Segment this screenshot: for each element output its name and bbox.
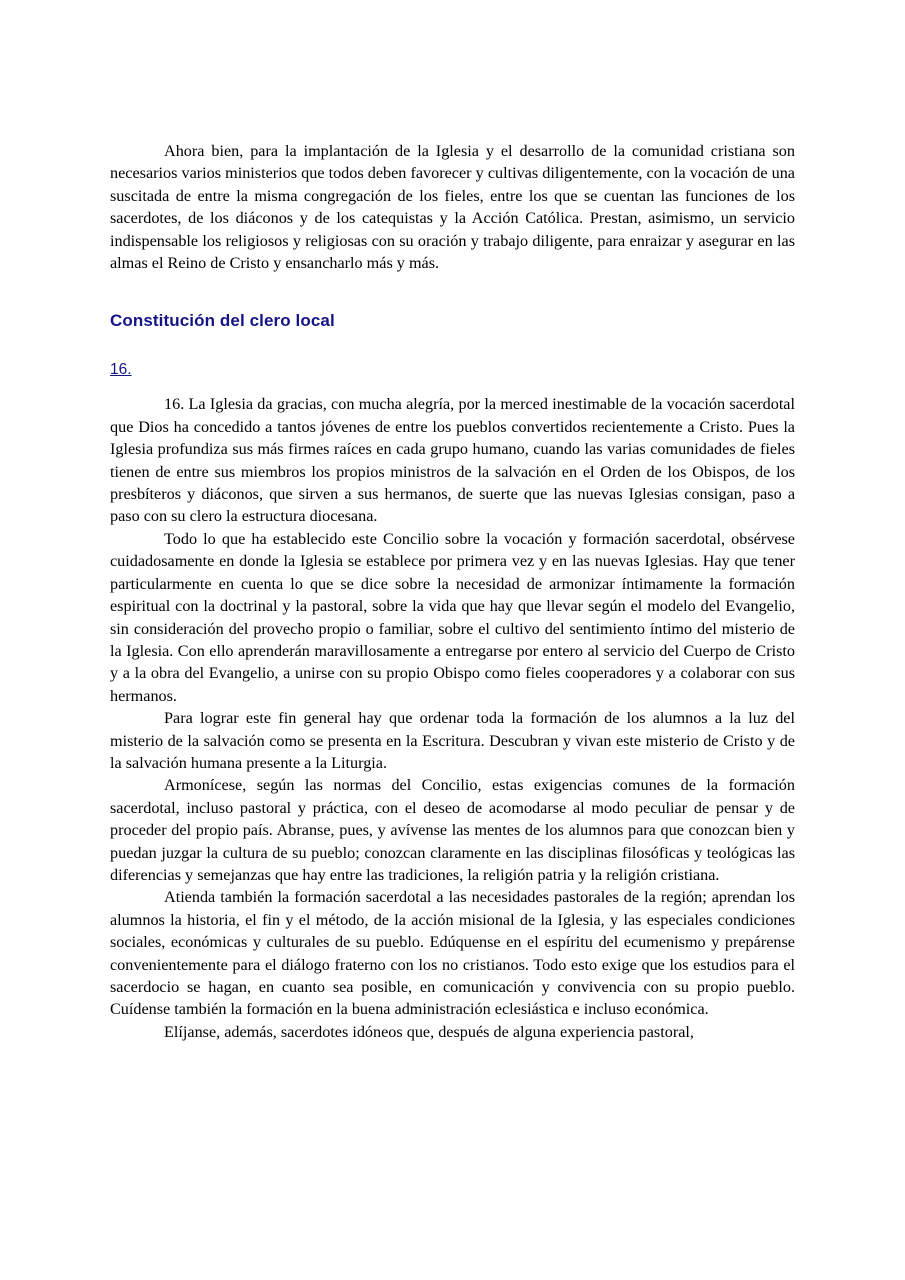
section-paragraph-1: 16. La Iglesia da gracias, con mucha alegría, por la merced inestimable de la vocación sacerdotal que Dios ha concedido a tantos jóvenes de entre los pueblos convertidos recientemente a Cristo. Pues la Iglesia profundiza sus más firmes raíces en cada grupo humano, cuando las varias comunidades de fieles tienen de entre sus miembros los propios ministros de la salvación en el Orden de los Obispos, de los presbíteros y diáconos, que sirven a sus hermanos, de suerte que las nuevas Iglesias consigan, paso a paso con su clero la estructura diocesana. <box>110 395 795 526</box>
section-heading: Constitución del clero local <box>110 311 335 331</box>
section-heading-block <box>110 311 795 331</box>
section-paragraph-4: Armonícese, según las normas del Concilio, estas exigencias comunes de la formación sacerdotal, incluso pastoral y práctica, con el deseo de acomodarse al modo peculiar de pensar y de proceder del propio país. Abranse, pues, y avívense las mentes de los alumnos para que conozcan bien y puedan juzgar la cultura de su pueblo; conozcan claramente en las disciplinas filosóficas y teológicas las diferencias y semejanzas que hay entre las tradiciones, la religión patria y la religión cristiana. <box>110 776 795 884</box>
section-paragraph-2: Todo lo que ha establecido este Concilio sobre la vocación y formación sacerdotal, obsérvese cuidadosamente en donde la Iglesia se establece por primera vez y en las nuevas Iglesias. Hay que tener particularmente en cuenta lo que se dice sobre la necesidad de armonizar íntimamente la formación espiritual con la doctrinal y la pastoral, sobre la vida que hay que llevar según el modelo del Evangelio, sin consideración del provecho propio o familiar, sobre el cultivo del sentimiento íntimo del misterio de la Iglesia. Con ello aprenderán maravillosamente a entregarse por entero al servicio del Cuerpo de Cristo y a la obra del Evangelio, a unirse con su propio Obispo como fieles cooperadores y a colaborar con sus hermanos. <box>110 529 795 705</box>
section-paragraph-6: Elíjanse, además, sacerdotes idóneos que, después de alguna experiencia pastoral, <box>164 1022 694 1041</box>
document-body <box>110 140 795 1043</box>
section-paragraph-3: Para lograr este fin general hay que ordenar toda la formación de los alumnos a la luz del misterio de la salvación como se presenta en la Escritura. Descubran y vivan este misterio de Cristo y de la salvación humana presente a la Liturgia. <box>110 709 795 772</box>
section-paragraphs <box>110 393 795 1043</box>
intro-paragraph: Ahora bien, para la implantación de la Iglesia y el desarrollo de la comunidad cristiana son necesarios varios ministerios que todos deben favorecer y cultivas diligentemente, con la vocación de una suscitada de entre la misma congregación de los fieles, entre los que se cuentan las funciones de los sacerdotes, de los diáconos y de los catequistas y la Acción Católica. Prestan, asimismo, un servicio indispensable los religiosos y religiosas con su oración y trabajo diligente, para enraizar y asegurar en las almas el Reino de Cristo y ensancharlo más y más. <box>110 142 795 273</box>
section-anchor-block <box>110 361 795 379</box>
section-anchor-link[interactable]: 16. <box>110 361 132 379</box>
section-paragraph-5: Atienda también la formación sacerdotal a las necesidades pastorales de la región; aprendan los alumnos la historia, el fin y el método, de la acción misional de la Iglesia, y las especiales condiciones sociales, económicas y culturales de su pueblo. Edúquense en el espíritu del ecumenismo y prepárense convenientemente para el diálogo fraterno con los no cristianos. Todo esto exige que los estudios para el sacerdocio se hagan, en cuanto sea posible, en comunicación y convivencia con su propio pueblo. Cuídense también la formación en la buena administración eclesiástica e incluso económica. <box>110 888 795 1019</box>
